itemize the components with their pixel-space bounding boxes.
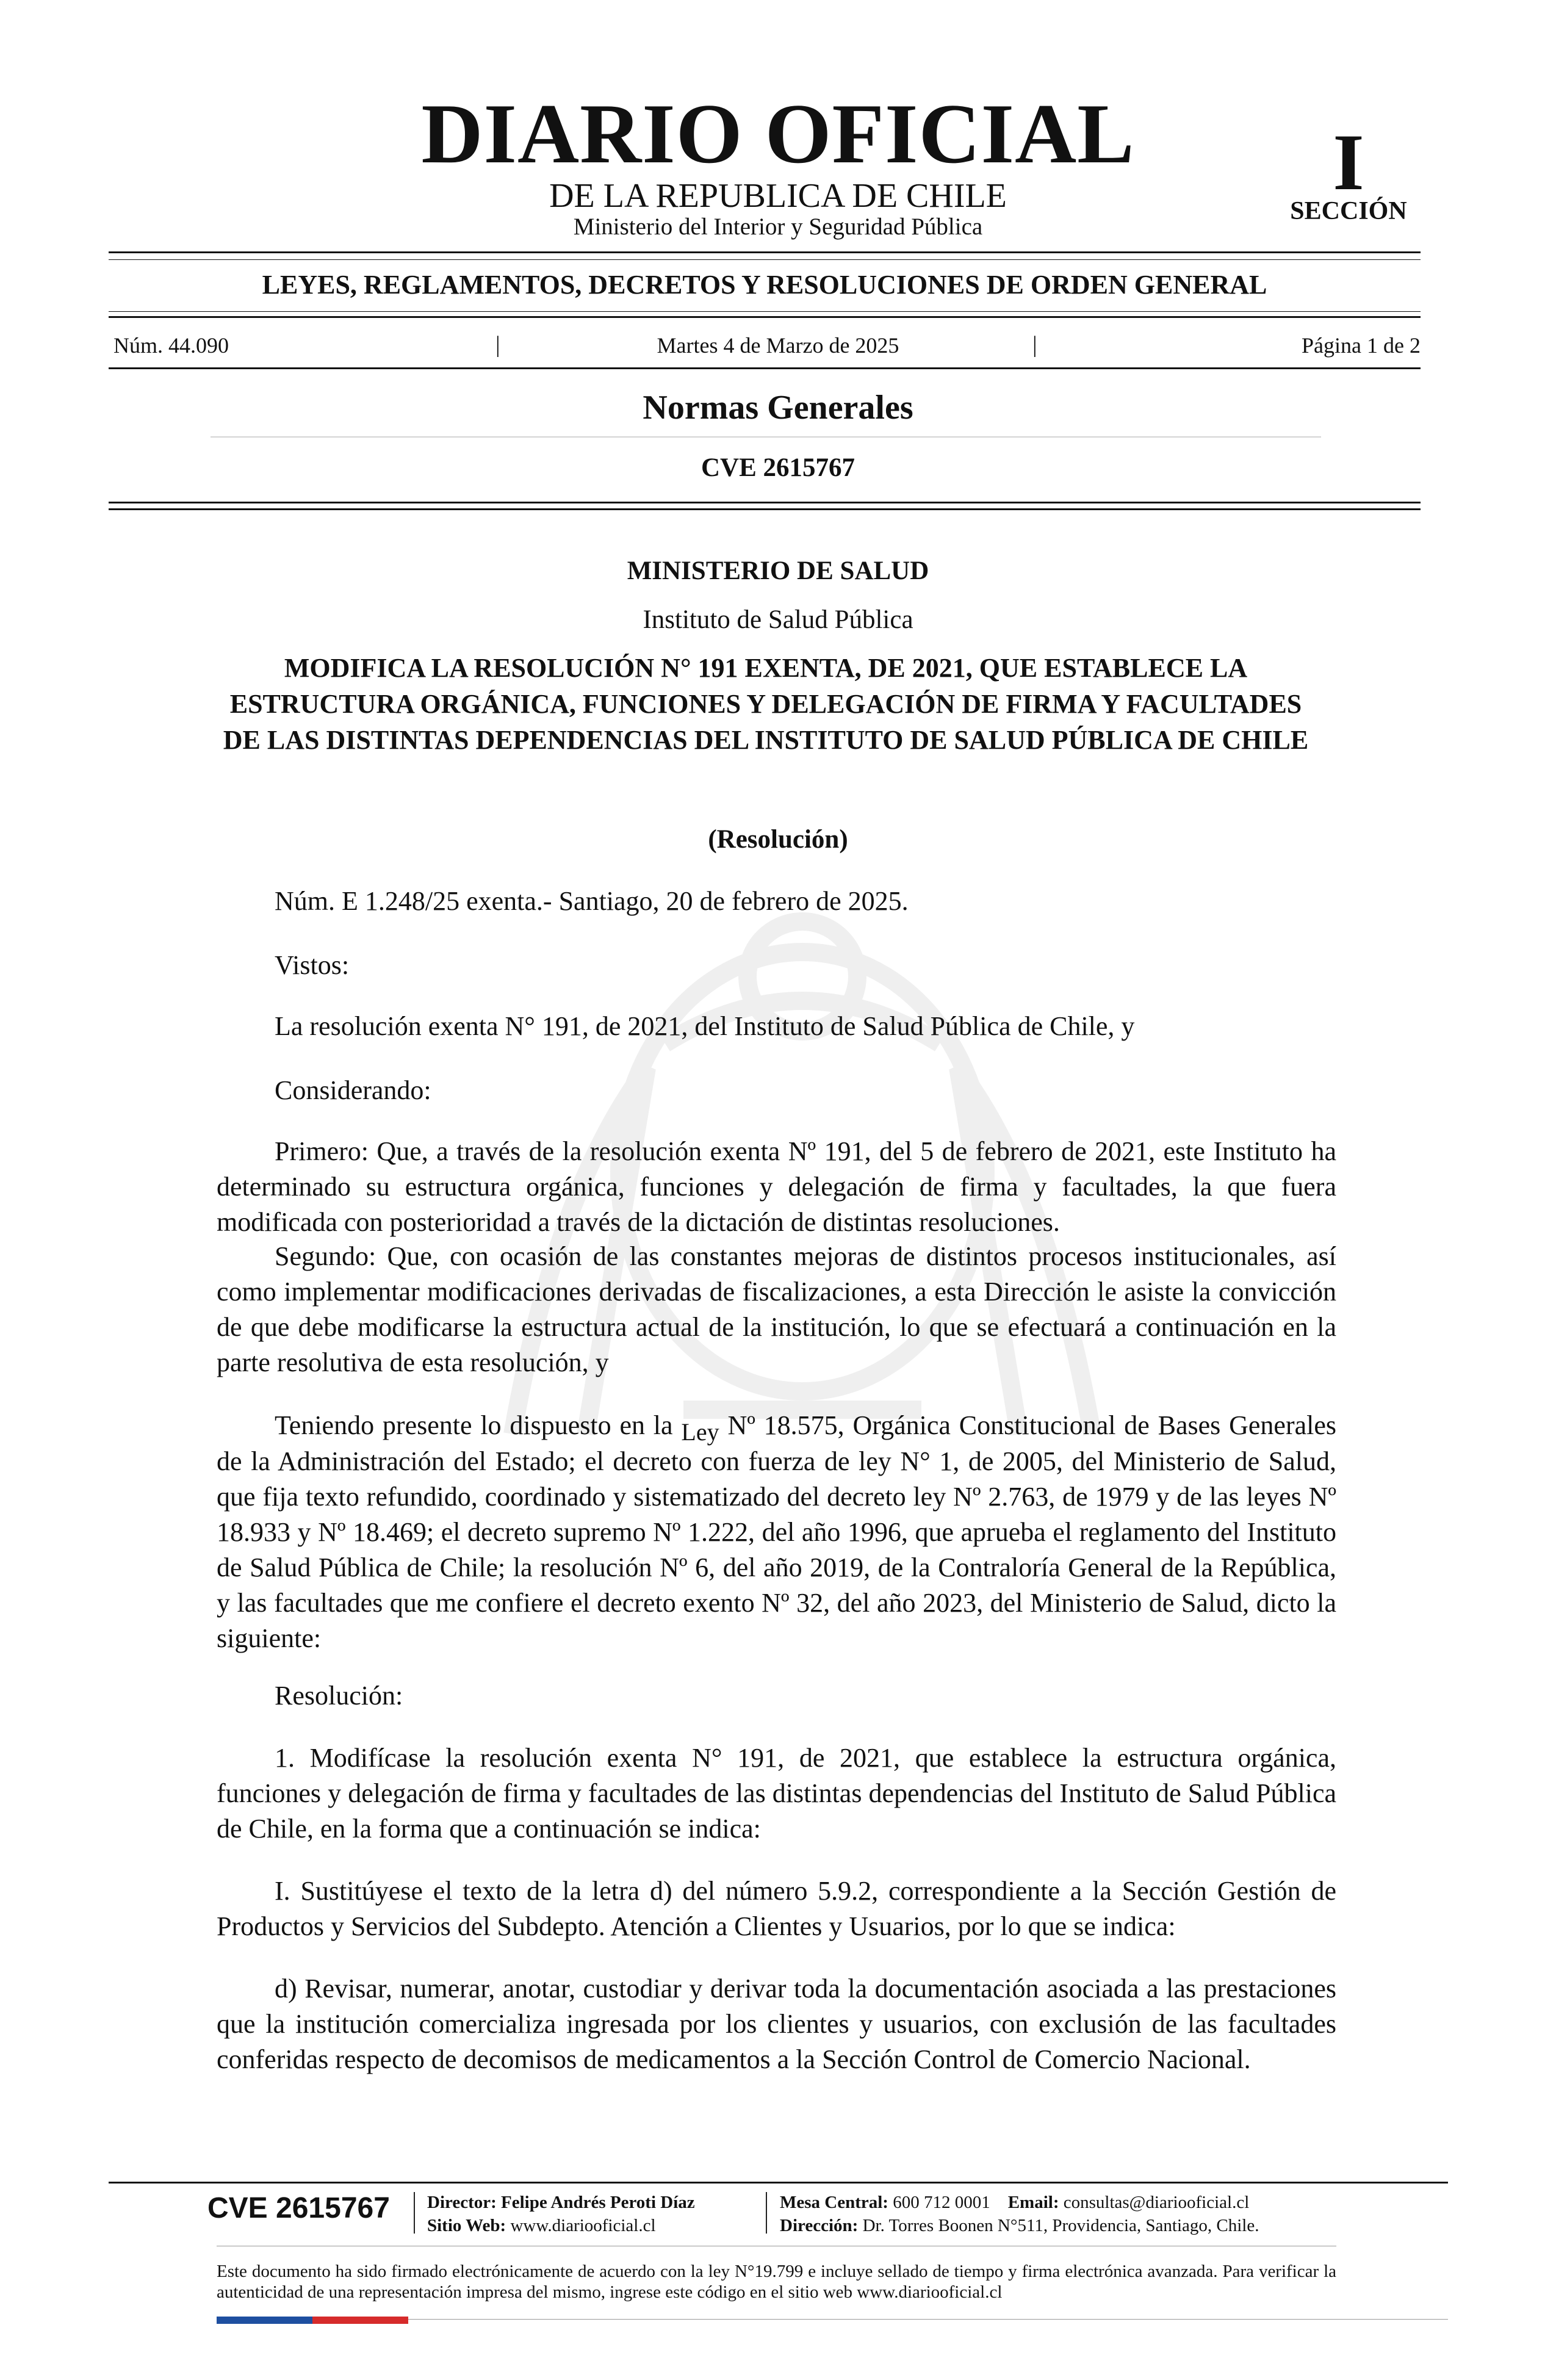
masthead-rule-top (109, 251, 1421, 253)
footer-director: Director: Felipe Andrés Peroti Díaz (427, 2193, 695, 2212)
newspaper-subtitle: DE LA REPUBLICA DE CHILE (549, 177, 1007, 215)
considerando-label: Considerando: (275, 1075, 431, 1105)
website-link[interactable]: www.diariooficial.cl (510, 2216, 656, 2235)
newspaper-title: DIARIO OFICIAL (421, 87, 1135, 181)
document-title: MODIFICA LA RESOLUCIÓN N° 191 EXENTA, DE 2021, QUE ESTABLECE LA ESTRUCTURA ORGÁNICA, FUNCIONES Y DELEGACIÓN DE FIRMA Y FACULTADES DE LAS DISTINTAS DEPENDENCIAS DEL INSTITUTO DE SALUD PÚBLICA DE CHILE (223, 653, 1309, 755)
flag-stripe-blue (217, 2317, 312, 2324)
publisher-ministry: Ministerio del Interior y Seguridad Pública (573, 214, 983, 240)
paragraph-item-d: d) Revisar, numerar, anotar, custodiar y derivar toda la documentación asociada a las prestaciones que la institución comercializa ingresada por los clientes y usuarios, con exclusión de las facultades conferidas respecto de decomisos de medicamentos a la Sección Control de Comercio Nacional. (217, 1974, 1336, 2074)
teniendo-post: Nº 18.575, Orgánica Constitucional de Bases Generales de la Administración del Estado; el decreto con fuerza de ley N° 1, de 2005, del Ministerio de Salud, que fija texto refundido, coordinado y sistematizado del decreto ley Nº 2.763, de 1979 y de las leyes Nº 18.933 y Nº 18.469; el decreto supremo Nº 1.222, del año 1996, que aprueba el reglamento del Instituto de Salud Pública de Chile; la resolución Nº 6, del año 2019, de la Contraloría General de la República, y las facultades que me confiere el decreto exento Nº 32, del año 2023, del Ministerio de Salud, dicto la siguiente: (217, 1410, 1337, 1653)
meta-rule (109, 367, 1421, 369)
header-rule-2 (109, 508, 1421, 510)
section-number: I (1333, 117, 1364, 207)
meta-separator: | (495, 332, 500, 358)
section-label: SECCIÓN (1290, 197, 1407, 225)
paragraph-item-I: I. Sustitúyese el texto de la letra d) del número 5.9.2, correspondiente a la Sección Gestión de Productos y Servicios del Subdepto. Atención a Clientes y Usuarios, por lo que se indica: (217, 1876, 1336, 1941)
email-link[interactable]: consultas@diariooficial.cl (1063, 2193, 1250, 2212)
footer-address: Dirección: Dr. Torres Boonen N°511, Providencia, Santiago, Chile. (780, 2216, 1259, 2235)
meta-separator: | (1032, 332, 1037, 358)
footer-separator (766, 2192, 767, 2234)
footer-separator (414, 2192, 415, 2234)
footer-verification-note: Este documento ha sido firmado electrónicamente de acuerdo con la ley N°19.799 e incluye sellado de tiempo y firma electrónica avanzada. Para verificar la autenticidad de una representación impresa del mismo, ingrese este código en el sitio web www.diariooficial.cl (217, 2262, 1336, 2302)
footer-rule (109, 2182, 1448, 2183)
document-kind: (Resolución) (708, 825, 848, 854)
paragraph-teniendo (217, 1408, 1336, 1656)
band-rule-thin (109, 311, 1421, 312)
document-ministry: MINISTERIO DE SALUD (627, 557, 929, 585)
resolution-number: Núm. E 1.248/25 exenta.- Santiago, 20 de febrero de 2025. (275, 886, 909, 916)
band-rule-bottom (109, 316, 1421, 318)
resolucion-label: Resolución: (275, 1681, 403, 1711)
vistos-text: La resolución exenta N° 191, de 2021, del Instituto de Salud Pública de Chile, y (275, 1011, 1135, 1041)
document-institute: Instituto de Salud Pública (643, 605, 913, 634)
footer-contact: Mesa Central: 600 712 0001 Email: consultas@diariooficial.cl (780, 2193, 1250, 2212)
teniendo-ley: Ley (681, 1418, 719, 1446)
masthead-rule-thin (109, 259, 1421, 260)
footer-cve-code: CVE 2615767 (207, 2192, 390, 2224)
issue-date: Martes 4 de Marzo de 2025 (657, 333, 899, 358)
paragraph-item-1: 1. Modifícase la resolución exenta N° 191, de 2021, que establece la estructura orgánica, funciones y delegación de firma y facultades de las distintas dependencias del Instituto de Salud Pública de Chile, en la forma que a continuación se indica: (217, 1743, 1336, 1844)
band-title: LEYES, REGLAMENTOS, DECRETOS Y RESOLUCIONES DE ORDEN GENERAL (262, 270, 1267, 300)
flag-stripe-red (312, 2317, 408, 2324)
page-indicator: Página 1 de 2 (1302, 333, 1421, 358)
vistos-label: Vistos: (275, 950, 350, 980)
section-heading-rule (211, 436, 1321, 438)
section-heading: Normas Generales (643, 389, 913, 427)
footer-website: Sitio Web: www.diariooficial.cl (427, 2216, 656, 2235)
issue-number: Núm. 44.090 (113, 333, 229, 358)
cve-code: CVE 2615767 (701, 453, 855, 482)
teniendo-pre: Teniendo presente lo dispuesto en la (275, 1410, 673, 1440)
header-rule-1 (109, 502, 1421, 503)
paragraph-primero: Primero: Que, a través de la resolución exenta Nº 191, del 5 de febrero de 2021, este Instituto ha determinado su estructura orgánica, funciones y delegación de firma y facultades, la que fuera modificada con posterioridad a través de la dictación de distintas resoluciones. (217, 1136, 1336, 1237)
paragraph-segundo: Segundo: Que, con ocasión de las constantes mejoras de distintos procesos institucionales, así como implementar modificaciones derivadas de fiscalizaciones, a esta Dirección le asiste la convicción de que debe modificarse la estructura actual de la institución, lo que se efectuará a continuación en la parte resolutiva de esta resolución, y (217, 1241, 1336, 1377)
